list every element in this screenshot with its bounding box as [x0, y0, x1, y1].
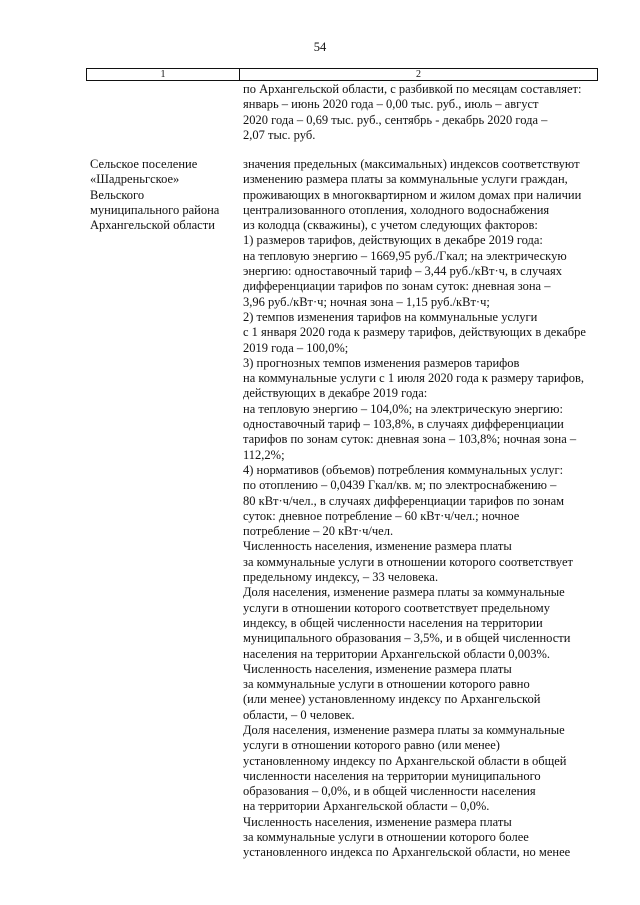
text-line: энергию: одноставочный тариф – 3,44 руб./кВт·ч, в случаях [243, 264, 563, 279]
page-number: 54 [313, 40, 327, 54]
text-line: индексу, в общей численности населения на территории [243, 615, 543, 630]
text-line: услуги в отношении которого равно (или менее) [243, 738, 500, 753]
municipality-line: Вельского [90, 187, 145, 202]
text-line: 4) нормативов (объемов) потребления коммунальных услуг: [243, 462, 564, 477]
index-description-cell [243, 157, 613, 861]
text-line: январь – июнь 2020 года – 0,00 тыс. руб., июль – август [243, 97, 539, 112]
text-line: муниципального образования – 3,5%, и в общей численности [243, 631, 571, 646]
text-line: Доля населения, изменение размера платы за коммунальные [243, 585, 565, 600]
text-line: 3) прогнозных темпов изменения размеров тарифов [243, 355, 520, 370]
text-line: на территории Архангельской области – 0,0%. [243, 799, 490, 814]
text-line: на тепловую энергию – 104,0%; на электрическую энергию: [243, 401, 563, 416]
text-line: централизованного отопления, холодного водоснабжения [243, 202, 550, 217]
text-line: за коммунальные услуги в отношении которого соответствует [243, 554, 573, 569]
text-line: из колодца (скважины), с учетом следующих факторов: [243, 218, 538, 233]
text-line: изменению размера платы за коммунальные услуги граждан, [243, 172, 568, 187]
text-line: области, – 0 человек. [243, 707, 355, 722]
text-line: потребление – 20 кВт·ч/чел. [243, 524, 394, 539]
text-line: 2) темпов изменения тарифов на коммунальные услуги [243, 309, 538, 324]
table-header-col-1: 1 [87, 69, 240, 80]
municipality-name-cell [90, 157, 240, 233]
text-line: установленному индексу по Архангельской области в общей [243, 753, 567, 768]
table-header-col-2: 2 [416, 69, 421, 80]
text-line: 112,2%; [243, 447, 285, 462]
text-line: предельному индексу, – 33 человека. [243, 570, 439, 585]
text-line: населения на территории Архангельской области 0,003%. [243, 646, 551, 661]
text-line: за коммунальные услуги в отношении которого равно [243, 677, 530, 692]
text-line: значения предельных (максимальных) индексов соответствуют [243, 157, 580, 171]
text-line: 2020 года – 0,69 тыс. руб., сентябрь - декабрь 2020 года – [243, 112, 548, 127]
text-line: дифференциации тарифов по зонам суток: дневная зона – [243, 279, 551, 294]
text-line: 2019 года – 100,0%; [243, 340, 349, 355]
text-line: на коммунальные услуги с 1 июля 2020 года к размеру тарифов, [243, 371, 585, 386]
text-line: 1) размеров тарифов, действующих в декабре 2019 года: [243, 233, 543, 248]
text-line: по отоплению – 0,0439 Гкал/кв. м; по электроснабжению – [243, 478, 557, 493]
municipality-line: Архангельской области [90, 218, 215, 233]
text-line: Численность населения, изменение размера платы [243, 814, 512, 829]
municipality-line: Сельское поселение [90, 157, 198, 171]
text-line: на тепловую энергию – 1669,95 руб./Гкал; на электрическую [243, 248, 567, 263]
municipality-line: «Шадреньгское» [90, 172, 180, 187]
text-line: услуги в отношении которого соответствует предельному [243, 600, 550, 615]
text-line: 80 кВт·ч/чел., в случаях дифференциации тарифов по зонам [243, 493, 565, 508]
continuation-text [243, 82, 613, 143]
text-line: численности населения на территории муниципального [243, 768, 541, 783]
text-line: Численность населения, изменение размера платы [243, 539, 512, 554]
text-line: установленного индекса по Архангельской области, но менее [243, 845, 571, 860]
text-line: тарифов по зонам суток: дневная зона – 103,8%; ночная зона – [243, 432, 577, 447]
text-line: действующих в декабре 2019 года: [243, 386, 428, 401]
text-line: (или менее) установленному индексу по Архангельской [243, 692, 541, 707]
text-line: Численность населения, изменение размера платы [243, 661, 512, 676]
text-line: Доля населения, изменение размера платы за коммунальные [243, 722, 565, 737]
text-line: 3,96 руб./кВт·ч; ночная зона – 1,15 руб./кВт·ч; [243, 294, 490, 309]
municipality-line: муниципального района [90, 202, 220, 217]
table-header-row [86, 68, 598, 81]
text-line: образования – 0,0%, и в общей численности населения [243, 784, 536, 799]
text-line: одноставочный тариф – 103,8%, в случаях дифференциации [243, 417, 564, 432]
text-line: с 1 января 2020 года к размеру тарифов, действующих в декабре [243, 325, 586, 340]
text-line: по Архангельской области, с разбивкой по месяцам составляет: [243, 82, 582, 96]
text-line: 2,07 тыс. руб. [243, 127, 316, 142]
text-line: за коммунальные услуги в отношении которого более [243, 830, 529, 845]
text-line: суток: дневное потребление – 60 кВт·ч/чел.; ночное [243, 508, 520, 523]
text-line: проживающих в многоквартирном и жилом домах при наличии [243, 187, 582, 202]
